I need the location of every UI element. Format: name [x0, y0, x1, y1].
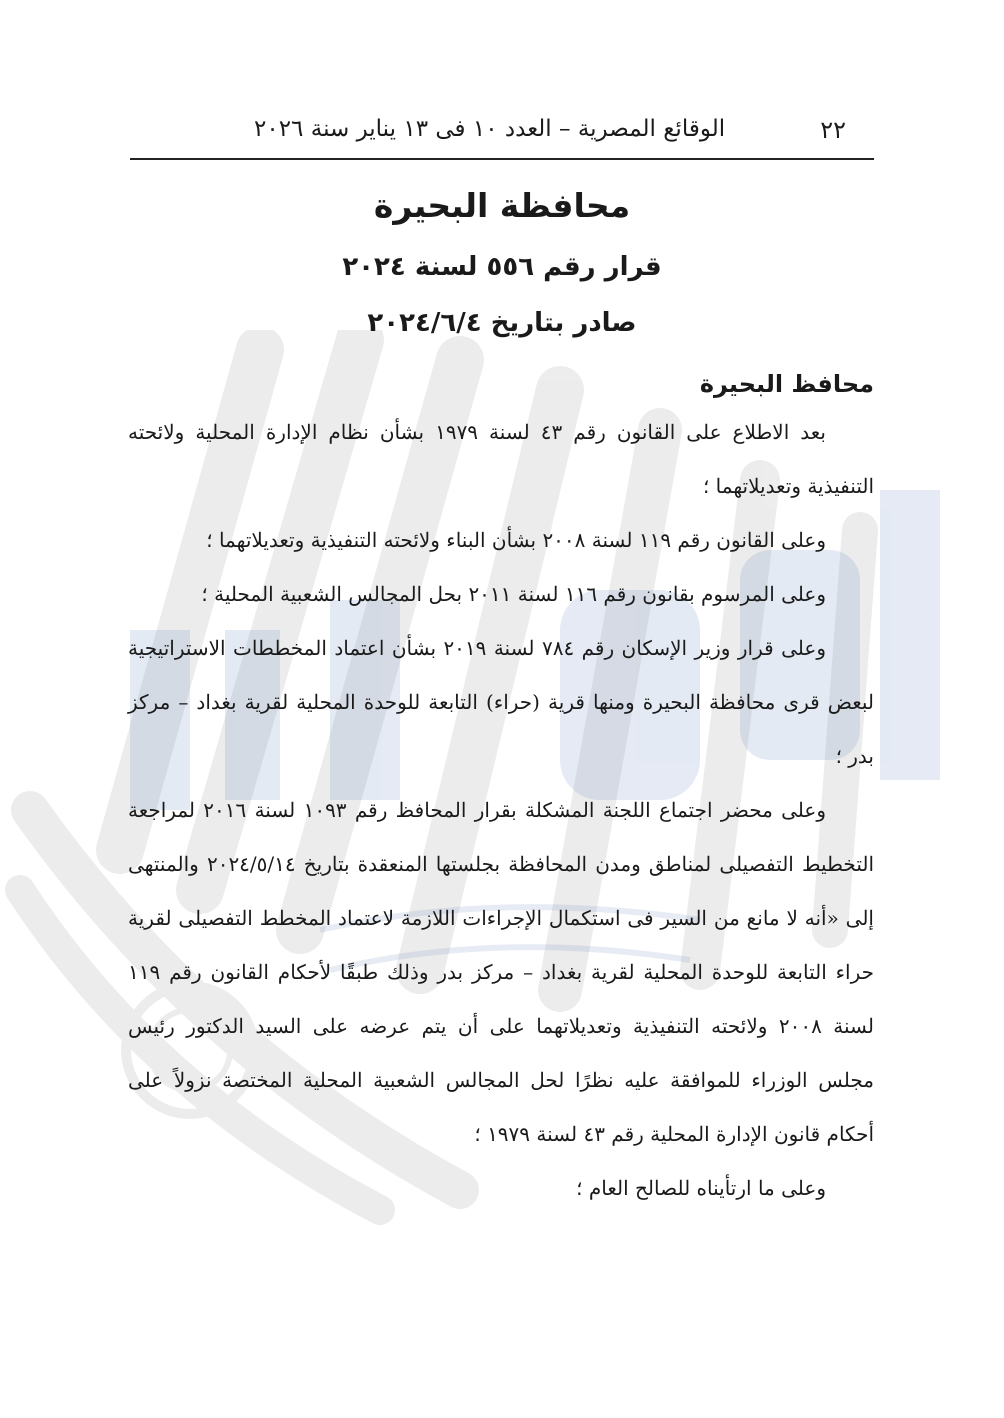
paragraph: وعلى القانون رقم ١١٩ لسنة ٢٠٠٨ بشأن البناء ولائحته التنفيذية وتعديلاتهما ؛: [206, 528, 826, 552]
page-number: ٢٢: [820, 116, 846, 144]
publication-header: الوقائع المصرية – العدد ١٠ فى ١٣ يناير سنة ٢٠٢٦: [254, 116, 726, 142]
running-header: [130, 112, 874, 160]
paragraph: وعلى محضر اجتماع اللجنة المشكلة بقرار المحافظ رقم ١٠٩٣ لسنة ٢٠١٦ لمراجعة التخطيط التفصيلى لمناطق ومدن المحافظة بجلستها المنعقدة بتاريخ ٢٠٢٤/٥/١٤ والمنتهى إلى «أنه لا مانع من السير فى استكمال الإجراءات اللازمة لاعتماد المخطط التفصيلى لقرية حراء التابعة للوحدة المحلية لقرية بغداد – مركز بدر وذلك طبقًا لأحكام القانون رقم ١١٩ لسنة ٢٠٠٨ ولائحته التنفيذية وتعديلاتهما على أن يتم عرضه على السيد الدكتور رئيس مجلس الوزراء للموافقة عليه نظرًا لحل المجالس الشعبية المحلية المختصة نزولاً على أحكام قانون الإدارة المحلية رقم ٤٣ لسنة ١٩٧٩ ؛: [128, 798, 875, 1146]
decree-date: صادر بتاريخ ٢٠٢٤/٦/٤: [367, 308, 637, 338]
decree-number: قرار رقم ٥٥٦ لسنة ٢٠٢٤: [342, 252, 662, 282]
issuer-heading: محافظ البحيرة: [699, 370, 874, 398]
governorate-title: محافظة البحيرة: [373, 186, 631, 225]
paragraph: وعلى قرار وزير الإسكان رقم ٧٨٤ لسنة ٢٠١٩ بشأن اعتماد المخططات الاستراتيجية لبعض قرى محافظة البحيرة ومنها قرية (حراء) التابعة للوحدة المحلية لقرية بغداد – مركز بدر ؛: [128, 636, 874, 768]
paragraph: وعلى المرسوم بقانون رقم ١١٦ لسنة ٢٠١١ بحل المجالس الشعبية المحلية ؛: [201, 582, 826, 606]
paragraph: وعلى ما ارتأيناه للصالح العام ؛: [576, 1176, 826, 1200]
paragraph: بعد الاطلاع على القانون رقم ٤٣ لسنة ١٩٧٩ بشأن نظام الإدارة المحلية ولائحته التنفيذية وتعديلاتهما ؛: [128, 420, 874, 498]
decree-body: [128, 405, 874, 1215]
